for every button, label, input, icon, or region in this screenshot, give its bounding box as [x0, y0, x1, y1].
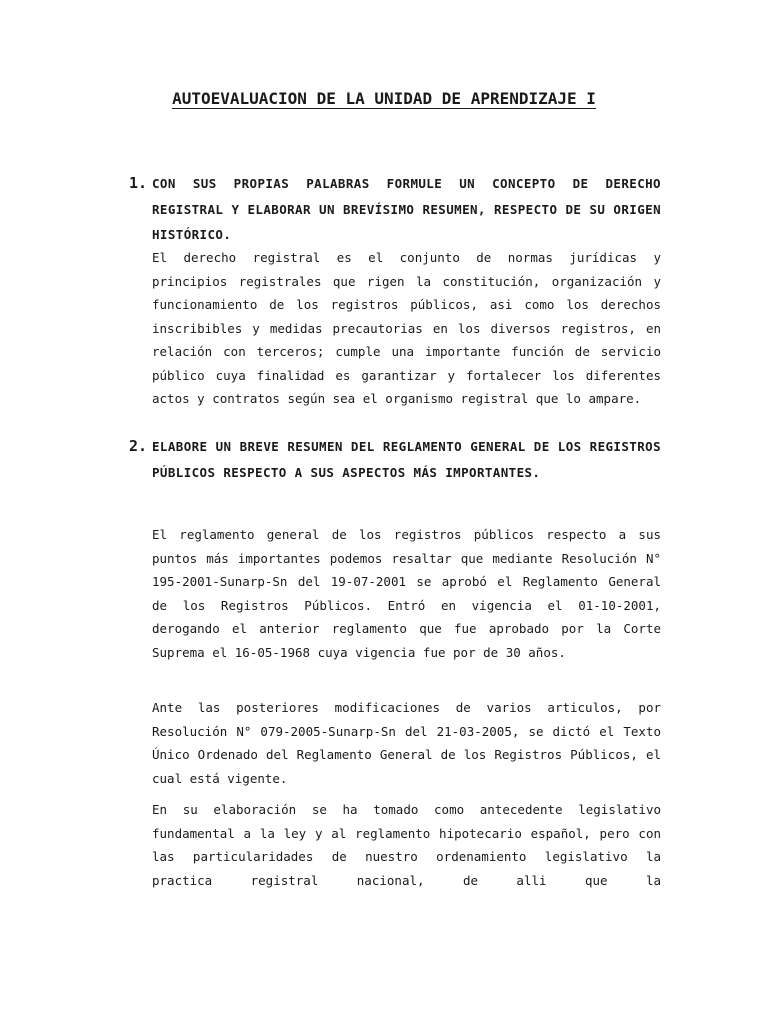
document-title: AUTOEVALUACION DE LA UNIDAD DE APRENDIZAJE I	[172, 89, 596, 108]
question-heading: ELABORE UN BREVE RESUMEN DEL REGLAMENTO GENERAL DE LOS REGISTROS PÚBLICOS RESPECTO A SUS ASPECTOS MÁS IMPORTANTES.	[152, 439, 661, 480]
answer-paragraph: El derecho registral es el conjunto de normas jurídicas y principios registrales que rigen la constitución, organización y funcionamiento de los registros públicos, asi como los derechos inscribibles y medidas precautorias en los diversos registros, en relación con terceros; cumple una importante función de servicio público cuya finalidad es garantizar y fortalecer los diferentes actos y contratos según sea el organismo registral que lo ampare.	[152, 250, 661, 406]
answer-paragraph: En su elaboración se ha tomado como antecedente legislativo fundamental a la ley y al reglamento hipotecario español, pero con las particularidades de nuestro ordenamiento legislativo la practica registral nacional, de alli que la	[152, 802, 661, 888]
question-number: 2.	[129, 437, 148, 455]
question-number: 1.	[129, 174, 148, 192]
question-2	[129, 434, 661, 512]
answer-paragraph: El reglamento general de los registros públicos respecto a sus puntos más importantes podemos resaltar que mediante Resolución N° 195-2001-Sunarp-Sn del 19-07-2001 se aprobó el Reglamento General de los Registros Públicos. Entró en vigencia el 01-10-2001, derogando el anterior reglamento que fue aprobado por la Corte Suprema el 16-05-1968 cuya vigencia fue por de 30 años.	[152, 527, 661, 660]
question-heading: CON SUS PROPIAS PALABRAS FORMULE UN CONCEPTO DE DERECHO REGISTRAL Y ELABORAR UN BREVÍSIMO RESUMEN, RESPECTO DE SU ORIGEN HISTÓRICO.	[152, 176, 661, 242]
question-1	[129, 171, 661, 249]
answer-paragraph: Ante las posteriores modificaciones de varios articulos, por Resolución N° 079-2005-Sunarp-Sn del 21-03-2005, se dictó el Texto Único Ordenado del Reglamento General de los Registros Públicos, el cual está vigente.	[152, 700, 661, 786]
